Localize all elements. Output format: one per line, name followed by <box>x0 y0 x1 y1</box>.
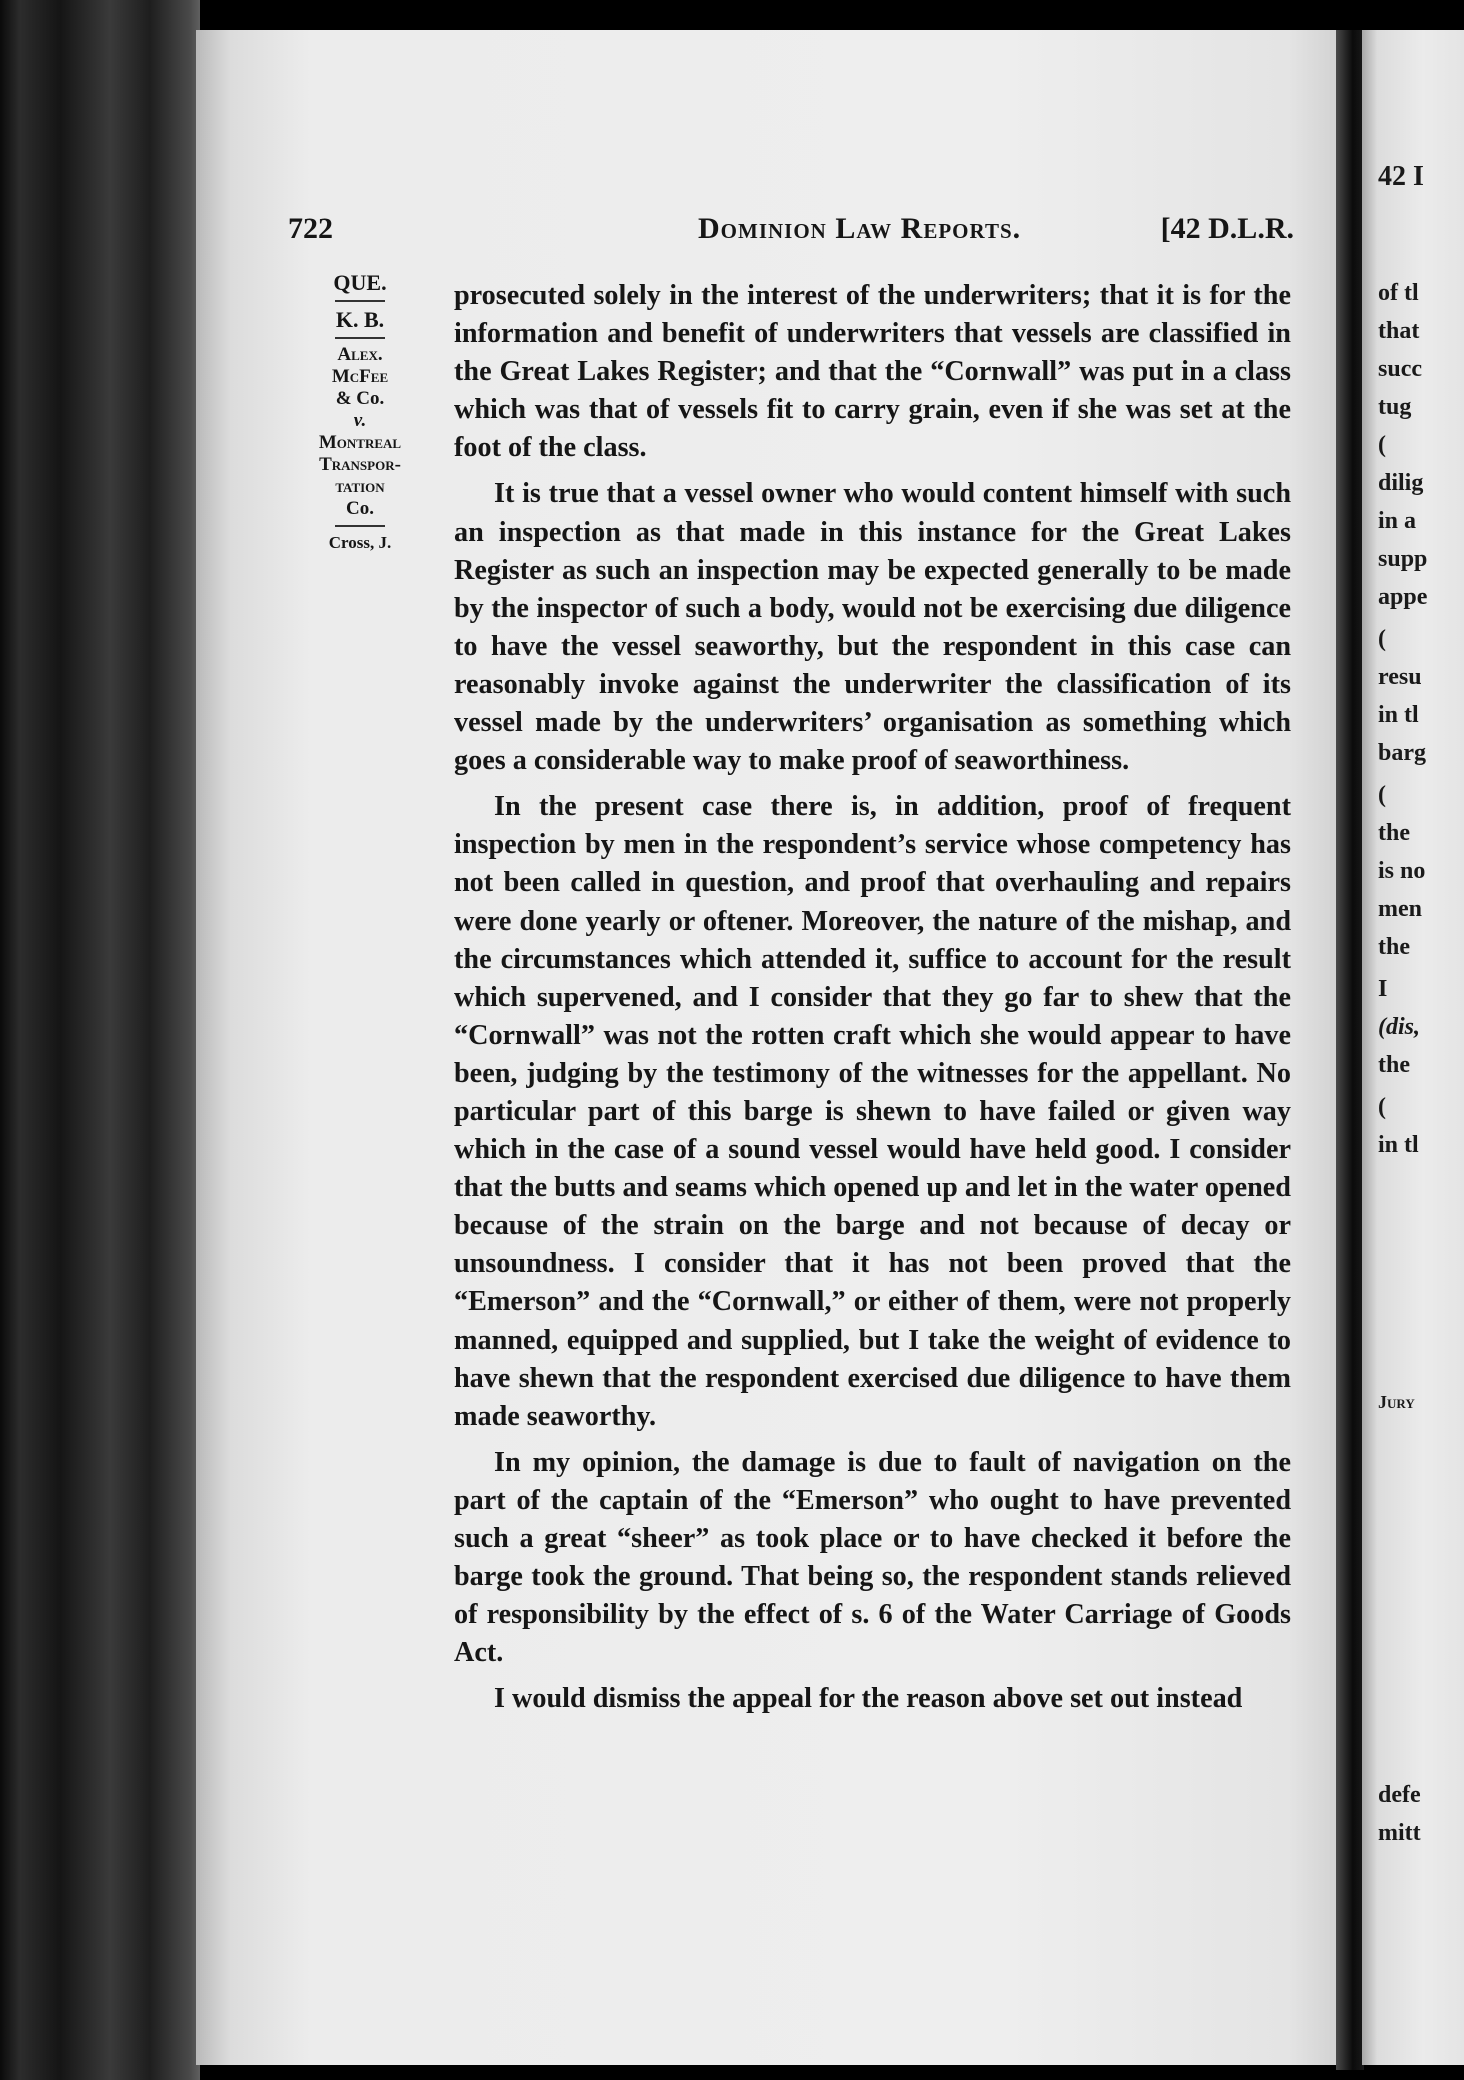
page-number: 722 <box>288 212 333 245</box>
judge-note: Cross, J. <box>328 533 392 552</box>
volume-citation: [42 D.L.R. <box>1160 212 1294 245</box>
right-page-line: ( <box>1378 432 1386 458</box>
book-spine <box>0 0 200 2080</box>
case-name-line: Transpor- <box>319 454 401 475</box>
right-page-line: the <box>1378 820 1410 846</box>
paragraph: In my opinion, the damage is due to fault of navigation on the part of the captain of the “Emerson” who ought to have prevented such a great “sheer” as took place or to have checked it before the barge took the ground. That being so, the respondent stands relieved of responsibility by the effect of s. 6 of the Water Carriage of Goods Act. <box>454 1446 1291 1669</box>
right-page-fragment <box>1362 30 1464 2065</box>
court-note: K. B. <box>335 307 385 332</box>
right-page-line: the <box>1378 934 1410 960</box>
paragraph: prosecuted solely in the interest of the underwriters; that it is for the information and benefit of underwriters that vessels are classified in the Great Lakes Register; and that the “Cornwall” was put in a class which was that of vessels fit to carry grain, even if she was set at the foot of the class. <box>454 280 1291 464</box>
right-page-line: of tl <box>1378 280 1419 306</box>
right-page-line: is no <box>1378 858 1426 884</box>
case-name-line: McFee <box>331 366 389 387</box>
journal-title: Dominion Law Reports. <box>698 212 1022 245</box>
right-page-line: barg <box>1378 740 1426 766</box>
right-page-line: Jury <box>1378 1392 1415 1412</box>
margin-rule <box>335 300 385 302</box>
case-name-line: v. <box>353 410 367 431</box>
margin-rule <box>335 337 385 339</box>
right-page-line: ( <box>1378 1094 1386 1120</box>
right-page-line: in a <box>1378 508 1417 534</box>
right-page-line: ( <box>1378 626 1386 652</box>
right-page-line: that <box>1378 318 1420 344</box>
book-gutter <box>1336 30 1364 2070</box>
right-page-line: appe <box>1378 584 1428 610</box>
right-page-line: mitt <box>1378 1820 1421 1846</box>
case-name-line: Alex. <box>337 344 383 365</box>
right-page-line: tug <box>1378 394 1412 420</box>
right-page-line: supp <box>1378 546 1428 572</box>
right-page-line: in tl <box>1378 1132 1419 1158</box>
right-page-line: dilig <box>1378 470 1424 496</box>
running-header <box>288 212 1294 252</box>
right-page-line: resu <box>1378 664 1422 690</box>
case-name-line: tation <box>335 476 385 497</box>
right-page-line: in tl <box>1378 702 1419 728</box>
right-page-line: the <box>1378 1052 1410 1078</box>
margin-rule <box>335 525 385 527</box>
province-note: QUE. <box>333 270 387 295</box>
right-page-line: defe <box>1378 1782 1421 1808</box>
case-name-line: & Co. <box>335 388 385 409</box>
margin-notes <box>290 270 430 554</box>
right-page-line: (dis, <box>1378 1014 1420 1040</box>
right-page-header-fragment: 42 I <box>1378 161 1424 192</box>
paragraph: I would dismiss the appeal for the reason above set out instead <box>494 1683 1243 1715</box>
paragraph: In the present case there is, in addition, proof of frequent inspection by men in the respondent’s service whose competency has not been called in question, and proof that overhauling and repairs were done yearly or oftener. Moreover, the nature of the mishap, and the circumstances which attended it, suffice to account for the result which supervened, and I consider that they go far to shew that the “Cornwall” was not the rotten craft which she would appear to have been, judging by the testimony of the witnesses for the appellant. No particular part of this barge is shewn to have failed or given way which in the case of a sound vessel would have held good. I consider that the butts and seams which opened up and let in the water opened because of the strain on the barge and not because of decay or unsoundness. I consider that it has not been proved that the “Emerson” and the “Cornwall,” or either of them, were not properly manned, equipped and supplied, but I take the weight of evidence to have shewn that the respondent exercised due diligence to have them made seaworthy. <box>454 791 1291 1432</box>
body-text <box>454 277 1291 1718</box>
case-name-line: Montreal <box>318 432 402 453</box>
case-name-line: Co. <box>346 498 374 519</box>
right-page-line: succ <box>1378 356 1422 382</box>
paragraph: It is true that a vessel owner who would content himself with such an inspection as that made in this instance for the Great Lakes Register as such an inspection may be expected generally to be made by the inspector of such a body, would not be exercising due diligence to have the vessel seaworthy, but the respondent in this case can reasonably invoke against the underwriter the classification of its vessel made by the underwriters’ organisation as something which goes a considerable way to make proof of seaworthiness. <box>454 478 1291 777</box>
right-page-line: men <box>1378 896 1422 922</box>
right-page-line: ( <box>1378 782 1386 808</box>
right-page-line: I <box>1378 976 1388 1002</box>
